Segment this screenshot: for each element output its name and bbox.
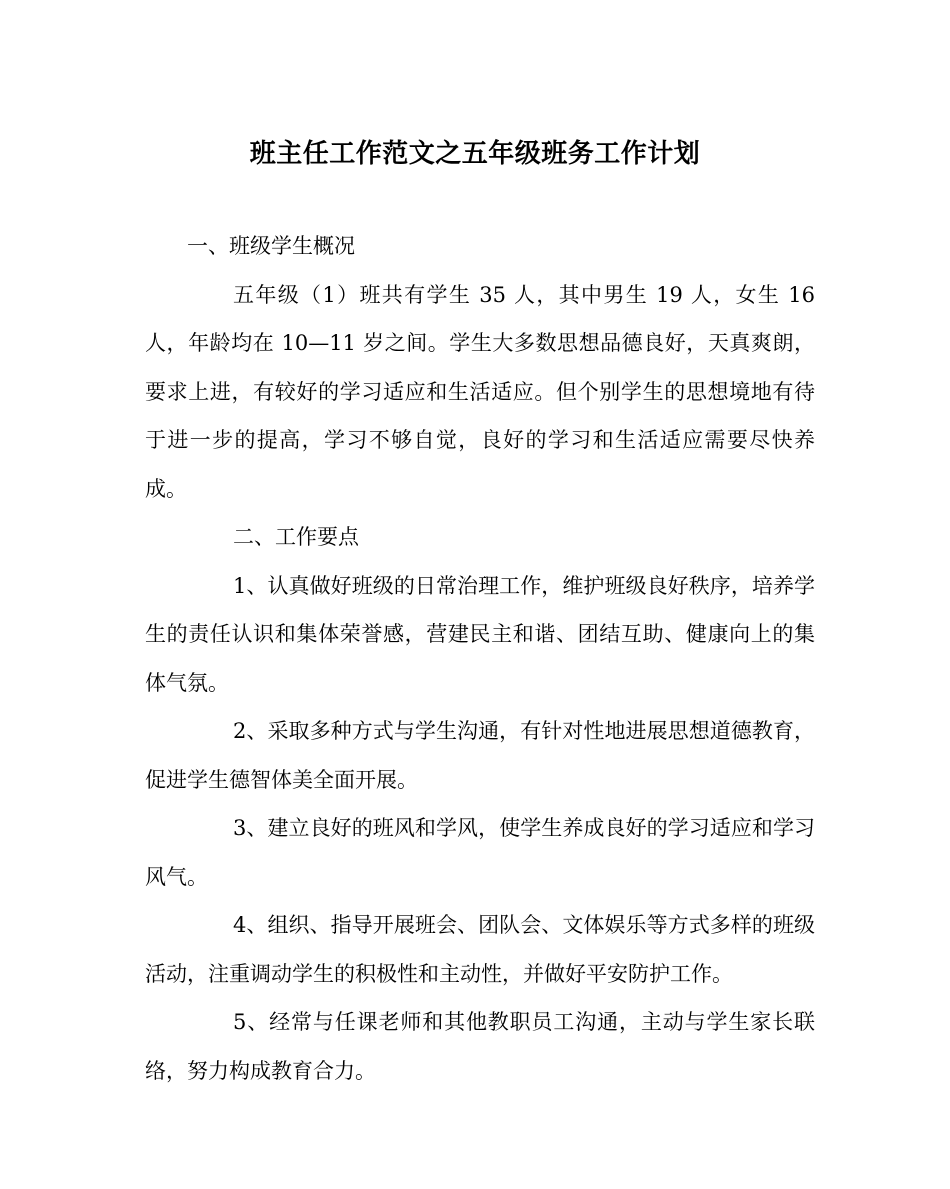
paragraph-point-2: 2、采取多种方式与学生沟通，有针对性地进展思想道德教育，促进学生德智体美全面开展。: [145, 719, 815, 792]
paragraph-point-5: 5、经常与任课老师和其他教职员工沟通，主动与学生家长联络，努力构成教育合力。: [145, 1010, 815, 1083]
paragraph-point-3: 3、建立良好的班风和学风，使学生养成良好的学习适应和学习风气。: [145, 816, 815, 889]
paragraph-class-overview: 五年级（1）班共有学生 35 人，其中男生 19 人，女生 16 人，年龄均在 10—11 岁之间。学生大多数思想品德良好，天真爽朗，要求上进，有较好的学习适应和生活适应。但个别学生的思想境地有待于进一步的提高，学习不够自觉，良好的学习和生活适应需要尽快养成。: [145, 282, 815, 501]
section-heading-overview: 一、班级学生概况: [187, 234, 355, 258]
document-title: 班主任工作范文之五年级班务工作计划: [249, 139, 701, 169]
document-body: [145, 222, 815, 1095]
paragraph-point-1: 1、认真做好班级的日常治理工作，维护班级良好秩序，培养学生的责任认识和集体荣誉感，营建民主和谐、团结互助、健康向上的集体气氛。: [145, 573, 815, 695]
section-heading-work-points: 二、工作要点: [233, 525, 359, 549]
paragraph-point-4: 4、组织、指导开展班会、团队会、文体娱乐等方式多样的班级活动，注重调动学生的积极性和主动性，并做好平安防护工作。: [145, 913, 815, 986]
